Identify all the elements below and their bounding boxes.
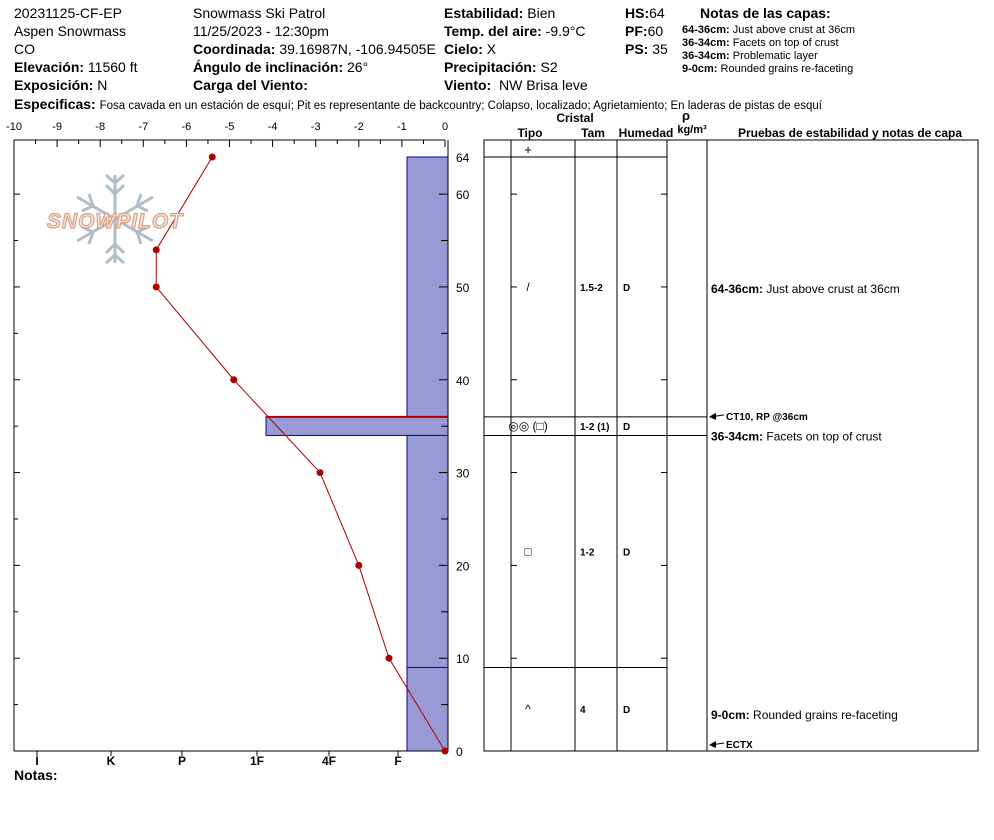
layer-size: 1.5-2 bbox=[580, 282, 603, 294]
height-tick-label: 50 bbox=[456, 280, 470, 295]
hardness-bar bbox=[407, 157, 448, 417]
hardness-bar bbox=[407, 667, 448, 751]
col-type: Tipo bbox=[517, 126, 543, 140]
aspect bbox=[14, 76, 107, 94]
test-arrow-head bbox=[709, 741, 716, 748]
layer-note bbox=[711, 708, 898, 722]
wind-label: Viento: bbox=[444, 77, 492, 93]
precipitation bbox=[444, 58, 558, 76]
hardness-bar bbox=[266, 417, 448, 436]
hardness-label: K bbox=[106, 754, 116, 768]
height-tick-label: 10 bbox=[456, 652, 470, 667]
layer-notes-list bbox=[682, 24, 855, 76]
col-crystal: Cristal bbox=[556, 111, 594, 125]
layer-note bbox=[682, 37, 855, 50]
layer-note-range: 36-34cm: bbox=[711, 429, 764, 444]
hs bbox=[625, 4, 665, 22]
pf-label: PF: bbox=[625, 23, 648, 39]
elevation bbox=[14, 58, 137, 76]
temp-tick-label: 0 bbox=[441, 121, 449, 133]
hs-label: HS: bbox=[625, 5, 650, 21]
temp-tick-label: -10 bbox=[6, 121, 22, 133]
layer-note bbox=[711, 429, 882, 443]
temp-tick-label: -7 bbox=[138, 121, 149, 133]
layer-type: ◎◎ (□) bbox=[508, 419, 548, 434]
elevation-value: 11560 ft bbox=[87, 59, 138, 75]
aspect-label: Exposición: bbox=[14, 77, 94, 93]
layer-note bbox=[711, 282, 900, 296]
specifics bbox=[14, 95, 822, 115]
col-tests: Pruebas de estabilidad y notas de capa bbox=[737, 126, 963, 140]
height-tick-label: 40 bbox=[456, 373, 470, 388]
layer-type: ^ bbox=[525, 702, 531, 717]
coord-label: Coordinada: bbox=[193, 41, 276, 57]
layer-note-text: Just above crust at 36cm bbox=[732, 24, 856, 36]
temp-tick-label: -2 bbox=[353, 121, 364, 133]
organization: Snowmass Ski Patrol bbox=[193, 5, 326, 21]
pf-value: 60 bbox=[647, 23, 664, 39]
stability bbox=[444, 4, 555, 22]
layer-type: / bbox=[526, 279, 530, 294]
hardness-label: 1F bbox=[249, 754, 265, 768]
ps-label: PS: bbox=[625, 41, 649, 57]
layer-table bbox=[484, 108, 978, 751]
layer-moisture: D bbox=[623, 422, 631, 434]
test-label: CT10, RP @36cm bbox=[726, 411, 808, 423]
temp-point bbox=[153, 246, 160, 253]
layer-size: 1-2 bbox=[580, 547, 595, 559]
pf bbox=[625, 22, 663, 40]
state: CO bbox=[14, 41, 35, 57]
snowflake-icon bbox=[77, 175, 153, 263]
hardness-label: I bbox=[35, 754, 39, 768]
specifics-label: Especificas: bbox=[14, 96, 96, 112]
layer-type: □ bbox=[524, 544, 532, 559]
layer-note-text: Problematic layer bbox=[732, 50, 818, 62]
temp-tick-label: -6 bbox=[181, 121, 192, 133]
layer-note bbox=[682, 24, 855, 37]
test-arrow bbox=[711, 415, 724, 417]
aspect-value: N bbox=[97, 77, 108, 93]
slope-value: 26° bbox=[347, 59, 369, 75]
temp-tick-label: -5 bbox=[224, 121, 235, 133]
temp-tick-label: -4 bbox=[267, 121, 278, 133]
temperature-profile bbox=[153, 154, 449, 755]
hardness-bars bbox=[266, 157, 448, 751]
temp-point bbox=[209, 154, 216, 161]
coordinates bbox=[193, 40, 436, 58]
layer-note bbox=[682, 63, 855, 76]
notes-label: Notas: bbox=[14, 767, 58, 783]
hardness-bar bbox=[407, 435, 448, 667]
layer-note bbox=[682, 50, 855, 63]
col-rho: ρ bbox=[681, 108, 691, 123]
hardness-label: P bbox=[177, 754, 187, 768]
hardness-label: F bbox=[394, 754, 402, 768]
ps-value: 35 bbox=[652, 41, 668, 57]
pit-id: 20231125-CF-EP bbox=[14, 5, 122, 21]
layer-note-range: 36-34cm: bbox=[682, 37, 730, 49]
surface-symbol: + bbox=[524, 142, 532, 157]
wind-load-label: Carga del Viento: bbox=[193, 77, 308, 93]
slope-label: Ángulo de inclinación: bbox=[193, 59, 344, 75]
layer-note-range: 9-0cm: bbox=[711, 708, 750, 722]
test-arrow bbox=[711, 743, 724, 745]
layer-notes-title: Notas de las capas: bbox=[700, 5, 831, 21]
layer-note-text: Rounded grains re-faceting bbox=[749, 708, 898, 722]
layer-moisture: D bbox=[623, 282, 631, 294]
wind-value: NW Brisa leve bbox=[498, 77, 588, 93]
wind bbox=[444, 76, 588, 94]
slope-angle bbox=[193, 58, 368, 76]
wind-load bbox=[193, 76, 308, 94]
layer-moisture: D bbox=[623, 705, 631, 717]
layer-note-range: 9-0cm: bbox=[682, 63, 718, 75]
temp-line bbox=[156, 157, 445, 751]
height-top-label: 64 bbox=[456, 151, 470, 165]
test-arrow-head bbox=[709, 413, 716, 420]
air-temp-value: -9.9°C bbox=[545, 23, 586, 39]
layer-moisture: D bbox=[623, 547, 631, 559]
layer-note-text: Facets on top of crust bbox=[763, 429, 882, 444]
snowpilot-logo bbox=[47, 175, 184, 263]
height-tick-label: 20 bbox=[456, 559, 470, 574]
sky-value: X bbox=[486, 41, 497, 57]
temp-point bbox=[355, 562, 362, 569]
table-frame bbox=[484, 140, 978, 751]
precip-label: Precipitación: bbox=[444, 59, 537, 75]
specifics-value: Fosa cavada en un estación de esquí; Pit es representante de backcountry; Colapso, localizado; Agrietamiento; En laderas de pistas de esquí bbox=[99, 100, 822, 112]
height-tick-label: 30 bbox=[456, 466, 470, 481]
col-density: kg/m³ bbox=[677, 124, 707, 136]
coord-value: 39.16987N, -106.94505E bbox=[279, 41, 436, 57]
hardness-label: 4F bbox=[321, 754, 337, 768]
layer-note-text: Facets on top of crust bbox=[732, 37, 839, 49]
temp-point bbox=[317, 469, 324, 476]
elevation-label: Elevación: bbox=[14, 59, 85, 75]
layer-note-text: Rounded grains re-faceting bbox=[720, 63, 854, 75]
height-tick-label: 0 bbox=[456, 745, 463, 759]
location: Aspen Snowmass bbox=[14, 23, 127, 39]
stability-value: Bien bbox=[527, 5, 556, 21]
test-label: ECTX bbox=[726, 740, 753, 751]
layer-size: 1-2 (1) bbox=[580, 422, 610, 434]
layer-size: 4 bbox=[580, 705, 586, 717]
temp-point bbox=[230, 376, 237, 383]
temp-point bbox=[385, 655, 392, 662]
sky-label: Cielo: bbox=[444, 41, 483, 57]
col-moisture: Humedad bbox=[618, 126, 674, 140]
layer-note-text: Just above crust at 36cm bbox=[763, 281, 900, 296]
layer-note-range: 64-36cm: bbox=[711, 281, 764, 296]
layer-note-range: 64-36cm: bbox=[682, 24, 730, 36]
air-temp-label: Temp. del aire: bbox=[444, 23, 542, 39]
hs-value: 64 bbox=[649, 5, 665, 21]
temp-tick-label: -1 bbox=[397, 121, 407, 133]
temp-point bbox=[153, 283, 160, 290]
stability-label: Estabilidad: bbox=[444, 5, 524, 21]
datetime: 11/25/2023 - 12:30pm bbox=[193, 23, 329, 39]
chart-axes bbox=[6, 121, 470, 768]
sky bbox=[444, 40, 496, 58]
col-size: Tam bbox=[581, 126, 605, 140]
temp-tick-label: -3 bbox=[310, 121, 321, 133]
temp-tick-label: -8 bbox=[95, 121, 106, 133]
temp-tick-label: -9 bbox=[52, 121, 62, 133]
height-tick-label: 60 bbox=[456, 188, 470, 203]
precip-value: S2 bbox=[540, 59, 558, 75]
logo-text: SNOWPILOT bbox=[46, 210, 184, 233]
temp-point bbox=[442, 748, 449, 755]
ps bbox=[625, 40, 668, 58]
air-temp bbox=[444, 22, 586, 40]
layer-note-range: 36-34cm: bbox=[682, 50, 730, 62]
